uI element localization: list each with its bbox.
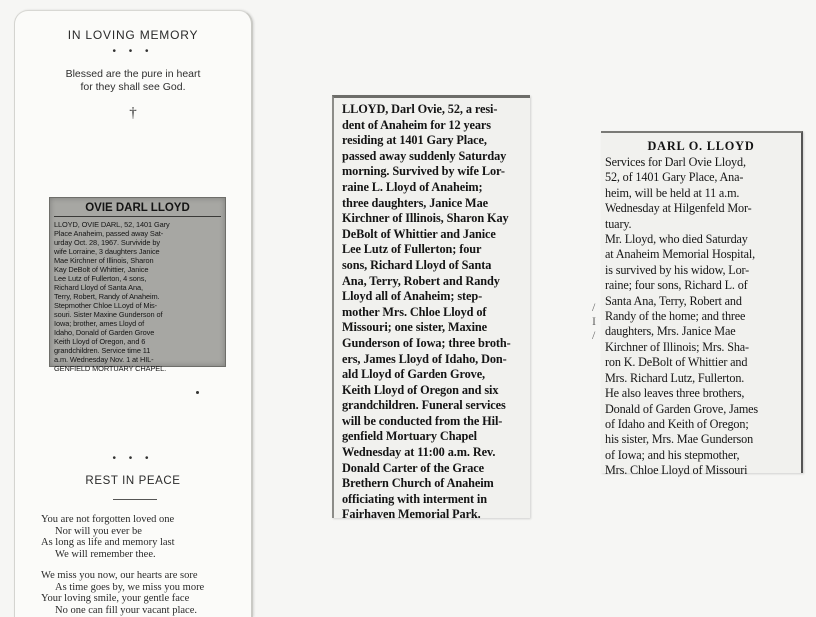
rest-in-peace-heading: REST IN PEACE (85, 475, 181, 487)
obituary-clipping-right (601, 131, 803, 478)
memorial-card (14, 10, 253, 617)
card-verse (15, 68, 251, 94)
middle-clipping-line: Missouri; one sister, Maxine (342, 320, 487, 335)
middle-clipping-line: Wednesday at 11:00 a.m. Rev. (342, 445, 496, 460)
middle-clipping-line: Fairhaven Memorial Park. (342, 507, 481, 522)
card-verse-line: for they shall see God. (80, 81, 186, 93)
middle-clipping-line: dent of Anaheim for 12 years (342, 117, 491, 132)
card-clipping-line: Kay DeBolt of Whittier, Janice (54, 265, 149, 274)
poem-line: We miss you now, our hearts are sore (41, 569, 198, 581)
right-clipping-line: heim, will be held at 11 a.m. (605, 185, 740, 200)
right-clipping-body (605, 155, 799, 479)
obituary-clipping-middle (332, 95, 530, 522)
card-clipping-line: souri. Sister Maxine Gunderson of (54, 310, 163, 319)
poem-line: We will remember thee. (55, 549, 156, 561)
card-clipping-line: Stepmother Chloe LLoyd of Mis- (54, 301, 157, 310)
middle-clipping-line: passed away suddenly Saturday (342, 148, 507, 163)
poem-line: Nor will you ever be (55, 525, 142, 537)
poem-line: Your loving smile, your gentle face (41, 593, 190, 605)
right-clipping-line: Randy of the home; and three (605, 309, 746, 324)
card-clipping-line: Mae Kirchner of Illinois, Sharon (54, 256, 154, 265)
right-clipping-line: Santa Ana, Terry, Robert and (605, 293, 742, 308)
right-clipping-line: of Idaho and Keith of Oregon; (605, 416, 749, 431)
card-clipping-line: urday Oct. 28, 1967. Survivide by (54, 238, 160, 247)
right-clipping-line: Mr. Lloyd, who died Saturday (605, 232, 748, 247)
middle-clipping-line: ald Lloyd of Garden Grove, (342, 367, 486, 382)
middle-clipping-line: officiating with interment in (342, 491, 487, 506)
right-clipping-line: his sister, Mrs. Mae Gunderson (605, 432, 754, 447)
right-clipping-line: Services for Darl Ovie Lloyd, (605, 155, 746, 169)
middle-clipping-line: genfield Mortuary Chapel (342, 429, 477, 444)
middle-clipping-line: Donald Carter of the Grace (342, 460, 484, 475)
right-clipping-title: DARL O. LLOYD (647, 139, 755, 153)
card-clipping-line: wife Lorraine, 3 daughters Janice (54, 247, 160, 256)
right-clipping-line: at Anaheim Memorial Hospital, (605, 247, 755, 262)
middle-clipping-line: morning. Survived by wife Lor- (342, 164, 505, 179)
right-clipping-line: Donald of Garden Grove, James (605, 401, 759, 416)
card-clipping-line: GENFIELD MORTUARY CHAPEL. (54, 364, 167, 373)
middle-clipping-line: mother Mrs. Chloe Lloyd of (342, 304, 487, 319)
middle-clipping-line: sons, Richard Lloyd of Santa (342, 257, 492, 272)
card-heading: IN LOVING MEMORY (67, 28, 199, 42)
right-clipping-line: ron K. DeBolt of Whittier and (605, 355, 748, 370)
right-clipping-line: Wednesday at Hilgenfeld Mor- (605, 201, 752, 216)
middle-clipping-body (342, 102, 526, 523)
right-clipping-line: tuary. (605, 216, 632, 231)
middle-clipping-line: Kirchner of Illinois, Sharon Kay (342, 211, 509, 226)
right-clipping-line: Kirchner of Illinois; Mrs. Sha- (605, 339, 749, 354)
right-clipping-line: He also leaves three brothers, (605, 386, 745, 401)
poem-line: As time goes by, we miss you more (55, 581, 205, 593)
margin-specks: / I / (592, 300, 596, 342)
card-clipping-line: Lee Lutz of Fullerton, 4 sons, (54, 274, 147, 283)
middle-clipping-line: DeBolt of Whittier and Janice (342, 226, 496, 241)
middle-clipping-line: Keith Lloyd of Oregon and six (342, 382, 499, 397)
middle-clipping-line: three daughters, Janice Mae (342, 195, 488, 210)
middle-clipping-line: LLOYD, Darl Ovie, 52, a resi- (342, 102, 498, 116)
middle-clipping-line: grandchildren. Funeral services (342, 398, 506, 413)
middle-clipping-line: raine L. Lloyd of Anaheim; (342, 179, 483, 194)
card-obituary-clipping (49, 197, 226, 373)
right-clipping-line: raine; four sons, Richard L. of (605, 278, 748, 293)
card-clipping-line: Keith Lloyd of Oregon, and 6 (54, 337, 146, 346)
cross-icon: † (129, 105, 137, 121)
card-clipping-line: a.m. Wednesday Nov. 1 at HIL- (54, 355, 154, 364)
card-clipping-rule (54, 216, 221, 217)
card-poem (41, 514, 251, 617)
middle-clipping-line: residing at 1401 Gary Place, (342, 133, 487, 148)
card-clipping-title: OVIE DARL LLOYD (85, 202, 190, 214)
poem-line: No one can fill your vacant place. (55, 604, 197, 616)
right-clipping-line: Mrs. Chloe Lloyd of Missouri (605, 463, 748, 478)
card-clipping-line: Iowa; brother, ames Lloyd of (54, 319, 145, 328)
middle-clipping-line: Lloyd all of Anaheim; step- (342, 289, 483, 304)
right-clipping-line: is survived by his widow, Lor- (605, 262, 750, 277)
middle-clipping-line: Ana, Terry, Robert and Randy (342, 273, 500, 288)
card-verse-line: Blessed are the pure in heart (65, 68, 201, 80)
right-clipping-line: of Iowa; and his stepmother, (605, 447, 740, 462)
card-dots-bottom: • • • (112, 453, 154, 464)
card-clipping-line: Richard Lloyd of Santa Ana, (54, 283, 143, 292)
card-clipping-line: Terry, Robert, Randy of Anaheim. (54, 292, 160, 301)
middle-clipping-line: will be conducted from the Hil- (342, 413, 503, 428)
speck-mark (196, 391, 199, 394)
card-clipping-body (54, 220, 221, 373)
poem-line: As long as life and memory last (41, 537, 175, 549)
middle-clipping-line: Brethern Church of Anaheim (342, 476, 494, 491)
card-clipping-line: grandchildren. Service time 11 (54, 346, 151, 355)
poem-stanza-gap (41, 561, 251, 570)
middle-clipping-line: Lee Lutz of Fullerton; four (342, 242, 482, 257)
card-clipping-line: Idaho, Donald of Garden Grove (54, 328, 155, 337)
right-clipping-line: 52, of 1401 Gary Place, Ana- (605, 170, 744, 185)
card-dots-top: • • • (112, 46, 154, 57)
card-clipping-line: LLOYD, OVIE DARL, 52, 1401 Gary (54, 220, 170, 229)
middle-clipping-line: Gunderson of Iowa; three broth- (342, 335, 511, 350)
right-clipping-line: daughters, Mrs. Janice Mae (605, 324, 736, 339)
middle-clipping-line: ers, James Lloyd of Idaho, Don- (342, 351, 507, 366)
right-clipping-line: Mrs. Richard Lutz, Fullerton. (605, 370, 745, 385)
card-divider (113, 499, 157, 500)
card-clipping-line: Place Anaheim, passed away Sat- (54, 229, 164, 238)
poem-line: You are not forgotten loved one (41, 514, 175, 525)
